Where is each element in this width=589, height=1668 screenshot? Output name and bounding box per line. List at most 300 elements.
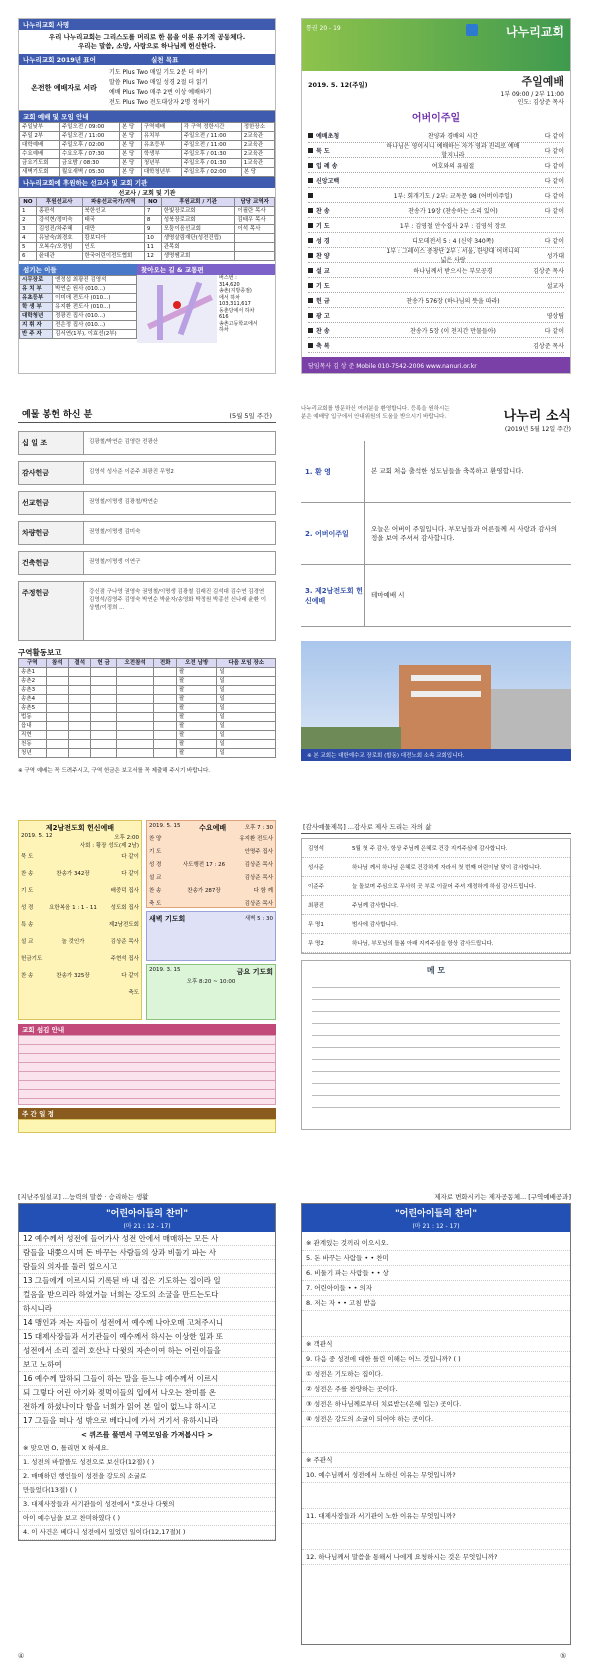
schedule-cell: 주일오후 / 02:00 (181, 168, 241, 177)
lesson-line: 10. 예수님께서 성전에서 노하신 이유는 무엇입니까? (302, 1468, 570, 1483)
service-order-leader: 제2남전도회 (108, 922, 139, 928)
service-order-leader: 김상준 목사 (110, 939, 139, 945)
news-heading: 3. 제2남전도회 헌신예배 (301, 565, 365, 626)
news-item (301, 503, 571, 565)
mission-cell: 3 (20, 225, 37, 234)
mission-cell: 6 (20, 252, 37, 261)
order-detail: 하나님께서 받으시는 부모공경 (413, 267, 493, 275)
order-item: 성 경 (316, 237, 330, 245)
duty-title: 주 간 일 정 (18, 1108, 276, 1119)
transport-line: 동춘당에서 하차 (219, 307, 255, 314)
thanks-row (302, 877, 570, 896)
staff-row (20, 330, 137, 339)
district-row (19, 722, 276, 731)
service-leader: 인도: 김상준 목사 (517, 99, 564, 106)
schedule-cell: 주일오전 / 11:00 (181, 141, 241, 150)
mission-cell: 11 (144, 243, 161, 252)
district-cell (91, 740, 116, 749)
district-cell: 일 (217, 713, 276, 722)
district-cell: 팔 (176, 722, 217, 731)
mission-header-row (20, 198, 275, 207)
order-detail: 찬송가 5장 (이 천지간 만물들아) (410, 327, 496, 335)
transport-line: 송촌고등학교에서 (219, 320, 258, 327)
service-order-row (21, 900, 139, 917)
district-cell: 청년 (19, 749, 47, 758)
offering-type: 선교헌금 (19, 492, 84, 514)
news-date: (2019년 5월 12일 주간) (504, 426, 571, 433)
service-order-leader: 축도 (128, 990, 139, 996)
bullet-icon (308, 163, 313, 168)
practice-2: 말씀 Plus Two 매일 성경 2절 더 읽기 (109, 79, 208, 86)
offering-type: 건축헌금 (19, 552, 84, 574)
staff-role: 지 휘 자 (20, 321, 53, 330)
service-order-leader: 김상준 목사 (244, 875, 273, 881)
district-cell: 일 (217, 686, 276, 695)
district-cell (69, 731, 91, 740)
service-order-item: 축 도 (149, 901, 162, 907)
service-order-item: 찬 양 (149, 836, 162, 842)
service-order-detail (47, 849, 99, 866)
mission-row (20, 243, 275, 252)
offering-list (18, 423, 276, 641)
district-cell (116, 668, 154, 677)
lesson-line: ① 성전은 기도하는 집이다. (302, 1367, 570, 1382)
mission-cell: 홍판석 (36, 207, 82, 216)
sec4-date: 2019. 3. 15 (149, 967, 181, 973)
service-order-item: 성 경 (21, 905, 34, 911)
schedule-cell: 구역예배 (141, 123, 181, 132)
memo-line (312, 988, 560, 1000)
lesson-title: "어린아이들의 찬미" (302, 1204, 570, 1221)
scripture-line: 람들의 의자를 둘러 엎으시고 (19, 1260, 275, 1274)
thanks-title: [감사예물제목] ...감사로 제사 드리는 자의 삶 (301, 820, 571, 834)
schedule-cell: 금요밤 / 08:30 (59, 159, 119, 168)
service-order-detail: 찬송가 342장 (56, 871, 90, 877)
memo-line (312, 976, 560, 988)
offering-row (18, 431, 276, 455)
order-row (308, 143, 564, 158)
quiz-line: 4. 이 사건은 베다니 성전에서 있었던 일이다(12,17절)( ) (19, 1526, 275, 1540)
duty-box (18, 1119, 276, 1133)
schedule-cell: 주일오전 / 11:00 (181, 132, 241, 141)
schedule-cell: 본 당 (119, 132, 141, 141)
quiz-line: 2. 매매하던 행인들이 성전을 강도의 소굴로 (19, 1470, 275, 1484)
district-cell (91, 695, 116, 704)
sec1-title: 제2남전도회 헌신예배 (45, 824, 115, 832)
district-cell (46, 695, 68, 704)
lesson-line: ② 성전은 주를 찬양하는 곳이다. (302, 1382, 570, 1397)
district-cell (154, 704, 176, 713)
mission-sub: 선교사 / 교회 및 기관 (118, 190, 176, 197)
bulletin-page-1 (18, 18, 276, 374)
district-cell (154, 677, 176, 686)
service-order-leader: 배중덕 집사 (110, 888, 139, 894)
transport-line: 하차 (219, 327, 229, 333)
service-order-detail (47, 883, 99, 900)
district-cell (69, 749, 91, 758)
order-item: 축 복 (316, 342, 330, 350)
district-cell: 팔 (176, 740, 217, 749)
news-body: 오늘은 어버이 주일입니다. 부모님들과 어른들께 서 사랑과 감사의 정을 보여 주셔서 감사합니다. (371, 524, 558, 542)
order-item: 광 고 (316, 312, 330, 320)
memo-line (312, 1060, 560, 1072)
schedule-title: 교회 예배 및 모임 안내 (19, 111, 275, 122)
staff-name: 이미애 전도사 (010...) (53, 294, 137, 303)
district-note: ※ 구역 예배는 꼭 드려주시고, 구역 헌금은 보고서를 꼭 제출해 주시기 바랍니다. (18, 768, 211, 774)
mission-cell: 1 (20, 207, 37, 216)
district-cell (91, 677, 116, 686)
transport-line: 버스번 : (219, 275, 237, 281)
offering-type: 감사헌금 (19, 462, 84, 484)
service-order-leader: 김상준 목사 (244, 901, 273, 907)
transport-line: 에서 하차 (219, 294, 240, 301)
bullet-icon (308, 343, 313, 348)
service-order-item: 특 송 (21, 922, 34, 928)
bullet-icon (308, 133, 313, 138)
staff-row (20, 276, 137, 285)
lesson-line: ③ 성전은 하나님께로부터 치료받는(은혜 입는) 곳이다. (302, 1397, 570, 1412)
memo-line (312, 1024, 560, 1036)
order-item: 헌 금 (316, 297, 330, 305)
transport-line: 616 (219, 314, 229, 320)
district-cell (116, 749, 154, 758)
district-cell: 팔 (176, 731, 217, 740)
lesson-line: 9. 다음 중 성전에 대한 틀린 이해는 어느 것입니까? ( ) (302, 1352, 570, 1367)
lesson-line (302, 1483, 570, 1509)
service-order-item: 헌금기도 (21, 956, 43, 962)
order-leader: 김상준 목사 (533, 267, 564, 275)
lesson-line: ※ 관계있는 것끼리 이으시오. (302, 1236, 570, 1251)
district-cell: 법동 (19, 713, 47, 722)
church-name: 나누리교회 (506, 25, 564, 39)
order-item: 설 교 (316, 267, 330, 275)
service-order-row (149, 885, 273, 898)
order-leader: 다 같이 (544, 147, 564, 155)
bulletin-page-7 (18, 1192, 276, 1652)
sec4-time: 오후 8:20 ~ 10:00 (186, 979, 236, 985)
mission-header-cell: 파송선교국가/지역 (82, 198, 144, 207)
service-order-detail (175, 846, 233, 859)
district-row (19, 695, 276, 704)
mission-header-cell: 후원선교사 (36, 198, 82, 207)
district-row (19, 713, 276, 722)
mission-cell: 생명쌤교회 (161, 252, 235, 261)
staff-row (20, 285, 137, 294)
staff-row (20, 321, 137, 330)
thanks-name: 김영석 (308, 846, 324, 852)
thanks-name: 최광진 (308, 903, 324, 909)
scripture-line: 전하게 하셨나이다 함을 너희가 읽어 본 일이 없느냐 하시고 (19, 1400, 275, 1414)
thanks-text: 늘 돌보며 주심으로 무사히 곳 부로 이끌어 주셔 재정하게 하심 감사드립니다. (352, 884, 536, 890)
vision-line-2: 우리는 말씀, 소망, 사랑으로 하나님께 헌신한다. (77, 42, 217, 50)
mission-cell: 김성진/차주혜 (36, 225, 82, 234)
service-order-item: 찬 송 (21, 871, 34, 877)
bullet-icon (308, 178, 313, 183)
schedule-cell: 학생부 (141, 150, 181, 159)
district-cell (46, 704, 68, 713)
district-cell: 일 (217, 695, 276, 704)
sec2-order (149, 833, 273, 911)
thanks-row (302, 858, 570, 877)
offering-names: 권영철/이명생 김광철/박연순 (89, 499, 159, 505)
cover-footer: 담임목사 김 상 준 Mobile 010-7542-2006 www.nanuri.or.kr (302, 357, 570, 373)
district-cell (154, 686, 176, 695)
order-detail: 1부 : 그레이스 중창단 2부 : 서울, 한양대 어머니의 넓은 사랑 (386, 248, 520, 264)
district-cell: 팔 (176, 695, 217, 704)
service-order-detail (47, 917, 99, 934)
service-name: 주일예배 (521, 75, 564, 88)
service-order-detail (175, 833, 233, 846)
staff-name: 엔정섭 최광진 김영석 (53, 276, 137, 285)
service-order-detail: 놀 것인가 (61, 939, 85, 945)
mission-cell: 캄보디아 (82, 234, 144, 243)
schedule-row (20, 123, 275, 132)
district-cell: 직현 (19, 731, 47, 740)
district-cell: 송촌1 (19, 668, 47, 677)
offering-row (18, 491, 276, 515)
offering-row (18, 551, 276, 575)
service-order-leader: 다 같이 (121, 973, 139, 979)
order-detail: 1부 : 김영철 안수집사 2부 : 김영석 장로 (399, 222, 507, 230)
sermon-header: [지난주일설교] ...능력의 말씀 · 승리하는 생활 (18, 1193, 149, 1201)
district-cell (116, 677, 154, 686)
schedule-row (20, 141, 275, 150)
order-leader: 설교자 (546, 282, 564, 290)
mission-row (20, 216, 275, 225)
order-item: 찬 송 (316, 207, 330, 215)
sec1-date: 2019. 5. 12 (21, 833, 53, 839)
district-cell (91, 713, 116, 722)
order-detail: 여호와의 유월절 (431, 162, 475, 170)
scripture-line: 15 대제사장들과 서기관들이 예수께서 하시는 이상한 일과 또 (19, 1330, 275, 1344)
district-cell: 읍내 (19, 722, 47, 731)
district-cell (91, 704, 116, 713)
transport-info (217, 275, 275, 343)
order-row (308, 218, 564, 233)
staff-role: 유 치 부 (20, 285, 53, 294)
order-leader: 다 같이 (544, 177, 564, 185)
staff-role: 시무장로 (20, 276, 53, 285)
service-times: 1부 09:00 / 2부 11:00 (500, 91, 564, 98)
offering-title: 예물 봉헌 하신 분 (22, 410, 93, 420)
service-order-leader: 유지환 전도사 (239, 836, 273, 842)
district-cell (116, 704, 154, 713)
order-item: 신앙고백 (316, 177, 340, 185)
sec1-lead: 사회 : 황장 성도(제 2남) (79, 843, 139, 849)
mission-cell: 7 (144, 207, 161, 216)
welcome-intro: 나누리교회를 방문하신 여러분을 환영합니다. 등록을 원하시는 분은 예배당 입구에서 안내위원의 도움을 받으시기 바랍니다. (301, 406, 450, 420)
bullet-icon (308, 298, 313, 303)
lesson-line: ※ 주관식 (302, 1453, 570, 1468)
scripture-line: 보고 노하여 (19, 1358, 275, 1372)
district-cell (116, 740, 154, 749)
schedule-cell: 월요새벽 / 05:30 (59, 168, 119, 177)
district-header-row (19, 659, 276, 668)
district-cell (69, 695, 91, 704)
offering-row (18, 581, 276, 641)
bullet-icon (308, 283, 313, 288)
order-leader: 다 같이 (544, 132, 564, 140)
quiz-line: 3. 대제사장들과 서기관들이 성전에서 "호산나 다윗의 (19, 1498, 275, 1512)
scripture-text (19, 1232, 275, 1428)
sec2-title: 수요예배 (199, 824, 227, 832)
district-cell: 일 (217, 749, 276, 758)
staff-name: 전은정 집사 (010...) (53, 321, 137, 330)
sec2-date: 2019. 5. 15 (149, 823, 181, 829)
mission-cell: 태국 (82, 216, 144, 225)
thanks-row (302, 915, 570, 934)
district-cell (91, 668, 116, 677)
service-order-item: 기 도 (21, 888, 34, 894)
mission-cell: 윤대관 (36, 252, 82, 261)
schedule-row (20, 159, 275, 168)
schedule-row (20, 168, 275, 177)
district-cell: 송촌4 (19, 695, 47, 704)
serve-table (18, 1035, 276, 1105)
bullet-icon (308, 253, 313, 258)
scripture-line: 하시니라 (19, 1302, 275, 1316)
order-item: 기 도 (316, 282, 330, 290)
memo-line (312, 1072, 560, 1084)
lesson-line: ④ 성전은 강도의 소굴이 되어야 하는 곳이다. (302, 1412, 570, 1427)
offering-type: 차량헌금 (19, 522, 84, 544)
order-leader: 김상준 목사 (533, 342, 564, 350)
bulletin-page-2 (301, 18, 571, 374)
service-order-detail: 사도행전 17 : 26 (182, 862, 226, 868)
mission-cell: 성북장로교회 (161, 216, 235, 225)
service-date: 2019. 5. 12(주일) (308, 81, 368, 89)
mission-cell (235, 234, 275, 243)
serve-title: 교회 섬김 안내 (18, 1024, 276, 1035)
district-cell (46, 713, 68, 722)
sermon-ref: (마 21 : 12 - 17) (19, 1221, 275, 1232)
lesson-line: 6. 비둘기 파는 사람들 • • 상 (302, 1266, 570, 1281)
mission-row (20, 207, 275, 216)
service-order-row (21, 866, 139, 883)
service-order-leader: 김상준 목사 (244, 862, 273, 868)
quiz-line: 만들었다(13절) ( ) (19, 1484, 275, 1498)
service-order-row (149, 898, 273, 911)
staff-role: 학 생 부 (20, 303, 53, 312)
district-cell: 팔 (176, 677, 217, 686)
district-cell (154, 695, 176, 704)
service-order-item: 성 경 (149, 862, 162, 868)
staff-role: 대학청년 (20, 312, 53, 321)
scripture-line: 13 그들에게 이르시되 기록된 바 내 집은 기도하는 집이라 일 (19, 1274, 275, 1288)
schedule-cell: 본 당 (119, 123, 141, 132)
district-title: 구역활동보고 (18, 648, 62, 657)
bulletin-page-4 (301, 405, 571, 761)
mission-cell (235, 243, 275, 252)
sec2-time: 오후 7 : 30 (244, 825, 273, 831)
service-order-row (21, 968, 139, 985)
district-row (19, 704, 276, 713)
thanks-row (302, 839, 570, 858)
mission-cell: 강석현/정미숙 (36, 216, 82, 225)
memo-line (312, 1000, 560, 1012)
scripture-line: 성전에서 소리 질러 호산나 다윗의 자손이여 하는 어린이들을 (19, 1344, 275, 1358)
district-cell: 팔 (176, 713, 217, 722)
offering-type: 주정헌금 (19, 582, 84, 640)
schedule-cell: 주일오후 / 02:00 (59, 141, 119, 150)
mission-cell (235, 252, 275, 261)
thanks-name: 무 명2 (308, 941, 324, 947)
thanks-text: 하나님, 부모님의 돌봄 아래 지켜주심을 항상 감사드립니다. (352, 941, 494, 947)
goal-title: 나누리교회 2019년 표어 (19, 54, 147, 65)
district-cell (69, 686, 91, 695)
lesson-line: 8. 저는 자 • • 고침 받음 (302, 1296, 570, 1311)
bulletin-page-6 (301, 820, 571, 1140)
district-cell (69, 713, 91, 722)
service-order-leader: 다 함 께 (253, 888, 273, 894)
staff-role: 반 주 자 (20, 330, 53, 339)
service-order-leader: 다 같이 (121, 854, 139, 860)
quiz-title: < 퀴즈를 풀면서 구역모임을 가져봅시다 > (80, 1431, 214, 1439)
service-order-row (149, 859, 273, 872)
district-cell (116, 731, 154, 740)
offering-names: 강신점 구나영 권영숙 권영철/이명생 김광철 김래진 김석대 김수연 김경연 김영석/김영주 김영숙 박연순 박윤자/송영화 박정원 박종선 신나래 윤환 이상범/이정희 ... (89, 589, 267, 611)
scripture-line: 람들을 내쫓으시며 돈 바꾸는 사람들의 상과 비둘기 파는 사 (19, 1246, 275, 1260)
vision-line-1: 우리 나누리교회는 그리스도를 머리로 한 몸을 이룬 유기적 공동체다. (48, 33, 246, 41)
mission-cell: 4 (20, 234, 37, 243)
district-cell: 일 (217, 731, 276, 740)
service-order-row (21, 934, 139, 951)
thanks-text: 하나님 께서 하나님 은혜로 건강하게 자라서 첫 번째 어린이날 맞이 감사합니다. (352, 865, 542, 871)
news-body: 테마예배 시 (371, 591, 405, 599)
district-cell (154, 722, 176, 731)
schedule-cell: 새벽기도회 (20, 168, 60, 177)
schedule-cell: 각 구역 정한시간 (181, 123, 241, 132)
order-detail: 하나님은 영이시니 예배하는 자가 영과 진리로 예배할지니라 (386, 143, 520, 159)
scripture-line: 17 그들을 떠나 성 밖으로 베다니에 가서 거기서 유하시니라 (19, 1414, 275, 1428)
staff-name: 유지환 전도사 (010...) (53, 303, 137, 312)
church-map (137, 275, 217, 343)
service-order-leader: 성도회 집사 (110, 905, 139, 911)
district-cell: 일 (217, 668, 276, 677)
news-heading: 2. 어버이주일 (301, 503, 365, 564)
news-list (301, 441, 571, 627)
offering-names: 권영철/이명생 이연구 (89, 559, 141, 565)
district-cell: 팔 (176, 686, 217, 695)
staff-title: 섬기는 이들 (19, 264, 137, 275)
page-number-4: ④ (18, 1652, 25, 1660)
mission-cell: 2 (20, 216, 37, 225)
schedule-cell: 유초등부 (141, 141, 181, 150)
service-order-leader: 안명주 집사 (244, 849, 273, 855)
thanks-name: 이준주 (308, 884, 324, 890)
memo-title: 메 모 (426, 966, 446, 975)
district-cell (154, 668, 176, 677)
district-cell (91, 731, 116, 740)
service-order-detail: 찬송가 287장 (187, 888, 221, 894)
offering-names: 김영석 성사준 이준주 최광진 무명2 (89, 469, 174, 475)
staff-row (20, 312, 137, 321)
service-order-item: 찬 송 (21, 973, 34, 979)
district-header-cell: 참석 (46, 659, 68, 668)
bullet-icon (308, 268, 313, 273)
memo-line (312, 1012, 560, 1024)
practice-1: 기도 Plus Two 매일 기도 2분 더 하기 (109, 69, 208, 76)
order-row (308, 263, 564, 278)
order-detail: 디모데전서 5 : 4 (신약 340쪽) (412, 237, 494, 245)
vision-title: 나누리교회 사명 (19, 19, 275, 30)
page-number-5: ⑤ (560, 1652, 567, 1660)
practice-3: 예배 Plus Two 매주 2번 이상 예배하기 (109, 89, 212, 96)
thanks-row (302, 896, 570, 915)
district-cell (116, 713, 154, 722)
district-row (19, 677, 276, 686)
schedule-cell: 2교육관 (241, 132, 274, 141)
